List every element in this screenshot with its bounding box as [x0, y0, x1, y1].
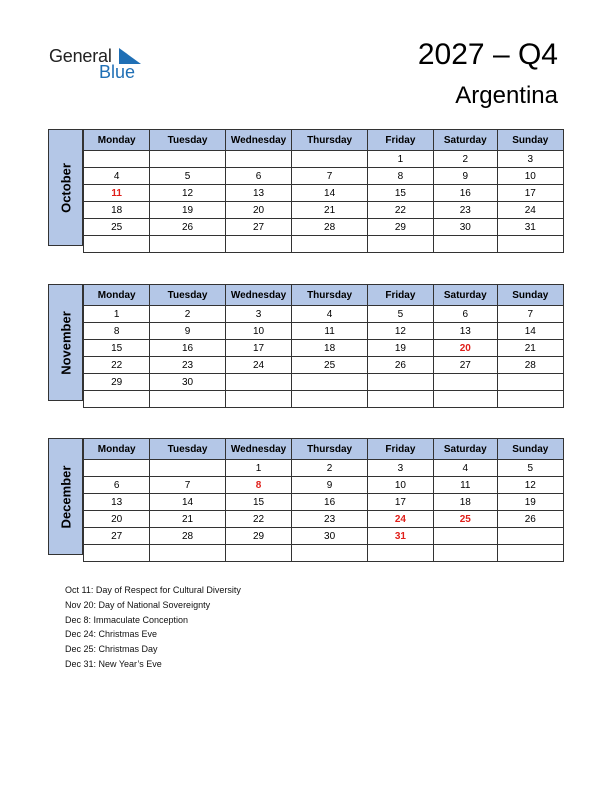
date-cell: 24 — [497, 202, 563, 219]
date-cell: 24 — [225, 357, 292, 374]
date-cell — [150, 545, 225, 562]
date-cell: 17 — [225, 340, 292, 357]
date-cell — [225, 391, 292, 408]
holiday-note: Dec 31: New Year’s Eve — [65, 658, 162, 669]
week-row — [84, 477, 564, 494]
date-cell: 8 — [84, 323, 150, 340]
week-row — [84, 236, 564, 253]
date-cell: 25 — [84, 219, 150, 236]
date-cell: 31 — [497, 219, 563, 236]
date-cell: 4 — [292, 306, 367, 323]
date-cell: 7 — [497, 306, 563, 323]
date-cell: 28 — [292, 219, 367, 236]
date-cell — [84, 460, 150, 477]
calendar-grid — [83, 438, 564, 562]
week-row — [84, 202, 564, 219]
date-cell: 1 — [367, 151, 433, 168]
date-cell — [434, 374, 498, 391]
date-cell: 4 — [84, 168, 150, 185]
date-cell: 5 — [497, 460, 563, 477]
date-cell — [225, 374, 292, 391]
weekday-header: Wednesday — [225, 285, 292, 306]
date-cell — [497, 374, 563, 391]
date-cell — [150, 460, 225, 477]
date-cell: 20 — [225, 202, 292, 219]
month-label — [48, 129, 83, 246]
weekday-header: Monday — [84, 285, 150, 306]
date-cell — [150, 391, 225, 408]
date-cell: 4 — [434, 460, 498, 477]
date-cell: 19 — [367, 340, 433, 357]
weekday-header: Saturday — [434, 130, 498, 151]
month-name: December — [58, 465, 73, 528]
date-cell: 8 — [367, 168, 433, 185]
date-cell: 27 — [434, 357, 498, 374]
date-cell: 6 — [84, 477, 150, 494]
date-cell — [434, 528, 498, 545]
weekday-header: Monday — [84, 130, 150, 151]
week-row — [84, 391, 564, 408]
date-cell: 16 — [434, 185, 498, 202]
date-cell: 9 — [434, 168, 498, 185]
date-cell — [497, 528, 563, 545]
date-cell: 22 — [84, 357, 150, 374]
date-cell: 18 — [84, 202, 150, 219]
month-name: November — [58, 310, 73, 375]
month-november — [48, 284, 564, 401]
date-cell: 21 — [292, 202, 367, 219]
weekday-header: Thursday — [292, 130, 367, 151]
date-cell: 26 — [497, 511, 563, 528]
month-december — [48, 438, 564, 555]
month-name: October — [58, 162, 73, 213]
date-cell — [367, 236, 433, 253]
date-cell: 10 — [367, 477, 433, 494]
week-row — [84, 528, 564, 545]
week-row — [84, 357, 564, 374]
date-cell: 21 — [150, 511, 225, 528]
date-cell: 22 — [225, 511, 292, 528]
date-cell: 15 — [225, 494, 292, 511]
date-cell — [434, 545, 498, 562]
holiday-note: Dec 24: Christmas Eve — [65, 629, 158, 640]
date-cell: 7 — [150, 477, 225, 494]
date-cell — [292, 151, 367, 168]
month-label — [48, 284, 83, 401]
date-cell: 1 — [225, 460, 292, 477]
date-cell: 3 — [367, 460, 433, 477]
weekday-header: Wednesday — [225, 439, 292, 460]
date-cell: 30 — [292, 528, 367, 545]
month-label — [48, 438, 83, 555]
date-cell: 12 — [367, 323, 433, 340]
weekday-header: Sunday — [497, 130, 563, 151]
date-cell — [497, 236, 563, 253]
weekday-header: Wednesday — [225, 130, 292, 151]
holiday-date-cell: 11 — [84, 185, 150, 202]
week-row — [84, 340, 564, 357]
date-cell — [367, 374, 433, 391]
week-row — [84, 545, 564, 562]
date-cell: 15 — [84, 340, 150, 357]
week-row — [84, 151, 564, 168]
week-row — [84, 494, 564, 511]
date-cell: 11 — [292, 323, 367, 340]
holiday-date-cell: 31 — [367, 528, 433, 545]
date-cell: 13 — [434, 323, 498, 340]
week-row — [84, 168, 564, 185]
date-cell: 3 — [497, 151, 563, 168]
date-cell: 27 — [225, 219, 292, 236]
date-cell: 2 — [292, 460, 367, 477]
date-cell — [84, 545, 150, 562]
date-cell: 9 — [150, 323, 225, 340]
weekday-header: Friday — [367, 130, 433, 151]
date-cell — [84, 151, 150, 168]
date-cell — [434, 236, 498, 253]
date-cell: 23 — [292, 511, 367, 528]
date-cell: 17 — [497, 185, 563, 202]
date-cell: 5 — [150, 168, 225, 185]
date-cell: 11 — [434, 477, 498, 494]
date-cell: 16 — [150, 340, 225, 357]
date-cell: 17 — [367, 494, 433, 511]
date-cell — [497, 545, 563, 562]
week-row — [84, 511, 564, 528]
logo-blue-text: Blue — [99, 62, 136, 82]
weekday-header: Tuesday — [150, 439, 225, 460]
holiday-date-cell: 20 — [434, 340, 498, 357]
date-cell: 13 — [84, 494, 150, 511]
date-cell: 18 — [292, 340, 367, 357]
date-cell: 10 — [497, 168, 563, 185]
date-cell — [497, 391, 563, 408]
date-cell — [367, 545, 433, 562]
date-cell — [292, 391, 367, 408]
date-cell: 12 — [497, 477, 563, 494]
week-row — [84, 219, 564, 236]
date-cell — [84, 236, 150, 253]
date-cell: 23 — [434, 202, 498, 219]
date-cell: 2 — [150, 306, 225, 323]
date-cell — [434, 391, 498, 408]
date-cell: 14 — [150, 494, 225, 511]
date-cell: 16 — [292, 494, 367, 511]
date-cell: 29 — [225, 528, 292, 545]
holiday-notes — [65, 583, 241, 672]
date-cell: 9 — [292, 477, 367, 494]
date-cell: 28 — [497, 357, 563, 374]
calendar-grid — [83, 284, 564, 408]
date-cell: 10 — [225, 323, 292, 340]
date-cell: 29 — [367, 219, 433, 236]
weekday-header: Tuesday — [150, 130, 225, 151]
date-cell: 26 — [367, 357, 433, 374]
date-cell — [225, 545, 292, 562]
date-cell: 7 — [292, 168, 367, 185]
weekday-header: Tuesday — [150, 285, 225, 306]
week-row — [84, 323, 564, 340]
weekday-header: Friday — [367, 285, 433, 306]
weekday-header: Friday — [367, 439, 433, 460]
date-cell — [225, 236, 292, 253]
holiday-date-cell: 24 — [367, 511, 433, 528]
date-cell: 30 — [434, 219, 498, 236]
date-cell: 14 — [497, 323, 563, 340]
weekday-header: Thursday — [292, 439, 367, 460]
date-cell: 30 — [150, 374, 225, 391]
date-cell: 29 — [84, 374, 150, 391]
page-title: 2027 – Q4 — [417, 38, 558, 71]
holiday-date-cell: 8 — [225, 477, 292, 494]
date-cell: 19 — [497, 494, 563, 511]
weekday-header: Sunday — [497, 439, 563, 460]
date-cell: 6 — [434, 306, 498, 323]
date-cell — [292, 545, 367, 562]
calendar-grid — [83, 129, 564, 253]
date-cell — [225, 151, 292, 168]
date-cell: 19 — [150, 202, 225, 219]
holiday-note: Nov 20: Day of National Sovereignty — [65, 599, 211, 610]
date-cell: 14 — [292, 185, 367, 202]
date-cell: 28 — [150, 528, 225, 545]
date-cell: 21 — [497, 340, 563, 357]
date-cell — [367, 391, 433, 408]
week-row — [84, 185, 564, 202]
country-name: Argentina — [455, 82, 558, 109]
week-row — [84, 374, 564, 391]
date-cell: 20 — [84, 511, 150, 528]
date-cell — [150, 151, 225, 168]
date-cell — [292, 236, 367, 253]
logo — [49, 46, 149, 82]
date-cell: 27 — [84, 528, 150, 545]
logo-general-text: General — [49, 46, 112, 66]
weekday-header: Sunday — [497, 285, 563, 306]
date-cell: 12 — [150, 185, 225, 202]
date-cell: 5 — [367, 306, 433, 323]
date-cell: 22 — [367, 202, 433, 219]
date-cell: 23 — [150, 357, 225, 374]
holiday-date-cell: 25 — [434, 511, 498, 528]
holiday-note: Dec 25: Christmas Day — [65, 644, 158, 655]
date-cell: 1 — [84, 306, 150, 323]
weekday-header: Saturday — [434, 285, 498, 306]
date-cell — [292, 374, 367, 391]
date-cell: 2 — [434, 151, 498, 168]
date-cell — [150, 236, 225, 253]
date-cell: 13 — [225, 185, 292, 202]
week-row — [84, 460, 564, 477]
date-cell: 26 — [150, 219, 225, 236]
date-cell: 25 — [292, 357, 367, 374]
weekday-header: Thursday — [292, 285, 367, 306]
week-row — [84, 306, 564, 323]
date-cell: 3 — [225, 306, 292, 323]
date-cell: 18 — [434, 494, 498, 511]
date-cell: 6 — [225, 168, 292, 185]
date-cell: 15 — [367, 185, 433, 202]
holiday-note: Dec 8: Immaculate Conception — [65, 614, 189, 625]
holiday-note: Oct 11: Day of Respect for Cultural Diversity — [65, 585, 241, 595]
date-cell — [84, 391, 150, 408]
weekday-header: Saturday — [434, 439, 498, 460]
weekday-header: Monday — [84, 439, 150, 460]
month-october — [48, 129, 564, 246]
